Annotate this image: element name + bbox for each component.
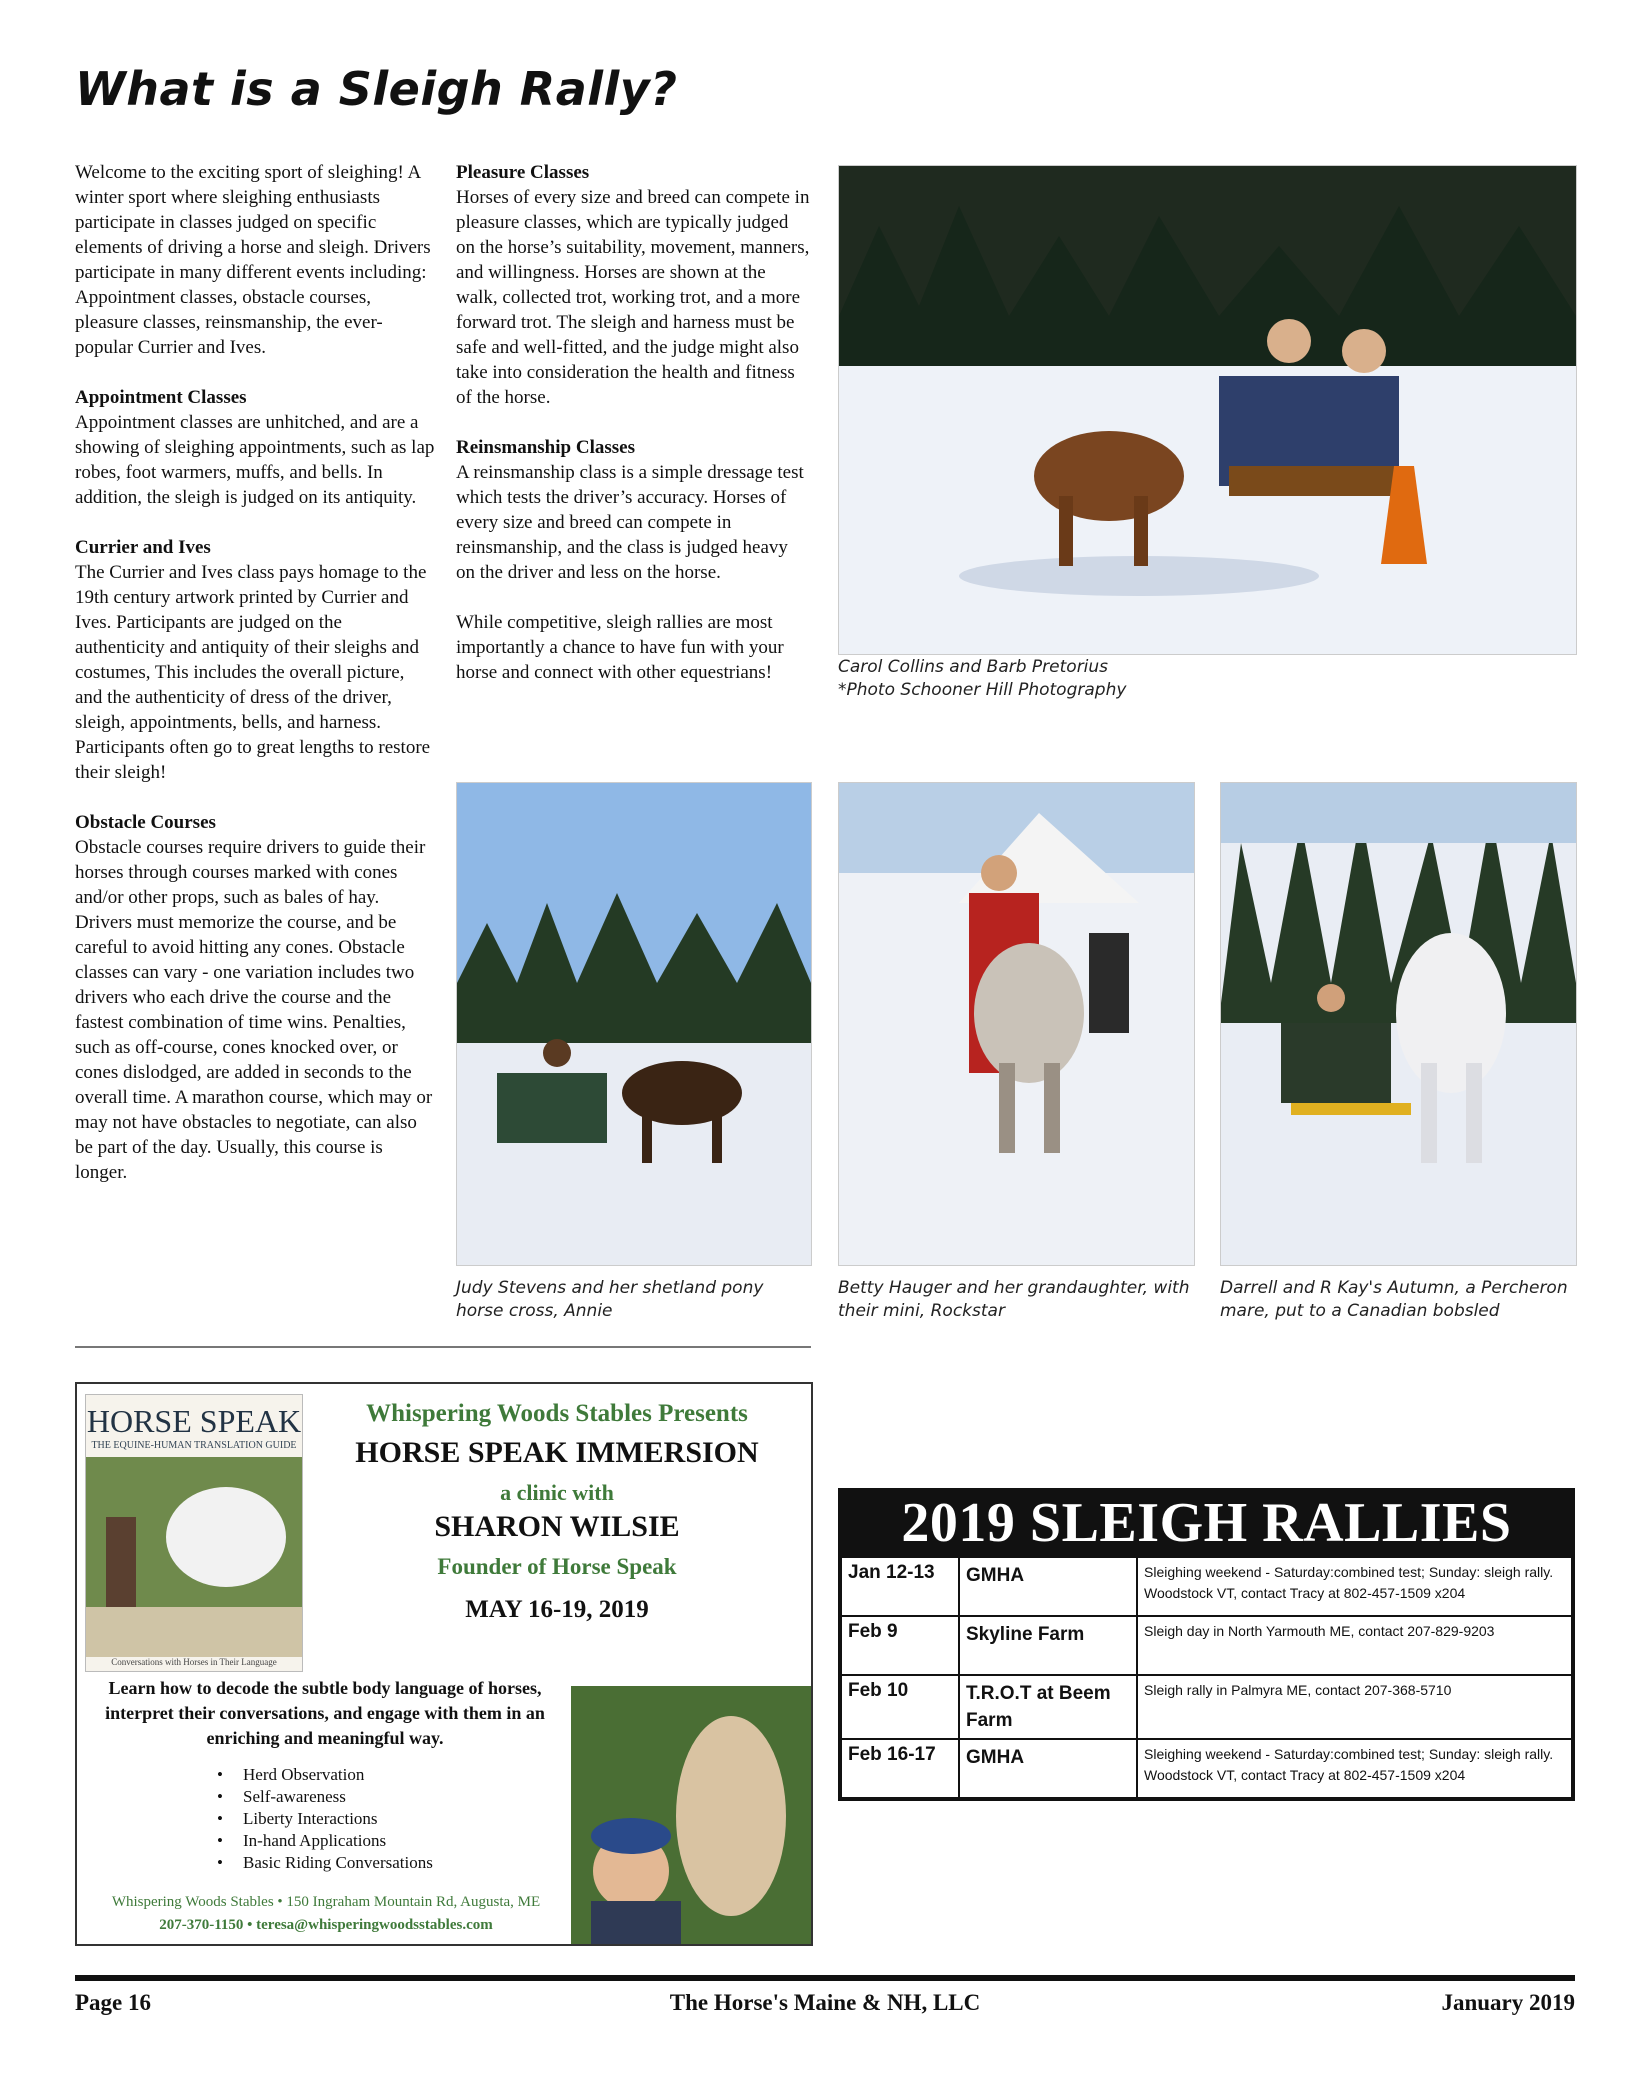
book-subtitle: THE EQUINE-HUMAN TRANSLATION GUIDE	[91, 1440, 297, 1451]
ad-founder: Founder of Horse Speak	[437, 1554, 677, 1579]
obstacle-heading: Obstacle Courses	[75, 812, 216, 833]
photo-betty-hauger	[838, 782, 1195, 1266]
ad-presents: Whispering Woods Stables Presents	[366, 1400, 748, 1427]
article-column-1	[75, 160, 435, 1210]
rally-notes: Sleighing weekend - Saturday:combined test; Sunday: sleigh rally. Woodstock VT, contact Tracy at 802-457-1509 x204	[1137, 1557, 1572, 1616]
reins-section	[456, 435, 811, 585]
rally-venue: GMHA	[959, 1739, 1137, 1798]
rally-date: Feb 10	[841, 1675, 959, 1739]
book-title: HORSE SPEAK	[86, 1403, 302, 1439]
photo-darrell-autumn	[1220, 782, 1577, 1266]
rally-date: Feb 16-17	[841, 1739, 959, 1798]
currier-heading: Currier and Ives	[75, 537, 211, 558]
main-photo	[838, 165, 1577, 655]
ad-dates: MAY 16-19, 2019	[465, 1596, 649, 1623]
issue-date: January 2019	[1441, 1990, 1575, 2015]
main-photo-caption-2: *Photo Schooner Hill Photography	[838, 680, 1127, 700]
currier-section	[75, 535, 435, 785]
sleigh-rallies-table	[838, 1488, 1575, 1801]
rally-date: Feb 9	[841, 1616, 959, 1675]
table-row	[841, 1675, 1572, 1739]
reins-heading: Reinsmanship Classes	[456, 437, 635, 458]
ad-bullet: • Basic Riding Conversations	[217, 1852, 547, 1874]
rally-venue: GMHA	[959, 1557, 1137, 1616]
ad-event: HORSE SPEAK IMMERSION	[355, 1436, 759, 1469]
rally-venue: T.R.O.T at Beem Farm	[959, 1675, 1137, 1739]
publication-name: The Horse's Maine & NH, LLC	[669, 1990, 981, 2015]
ad-address: Whispering Woods Stables • 150 Ingraham Mountain Rd, Augusta, ME	[111, 1894, 541, 1910]
closing-paragraph: While competitive, sleigh rallies are most importantly a chance to have fun with your horse and connect with other equestrians!	[456, 612, 784, 683]
ad-bullet: • Herd Observation	[217, 1764, 547, 1786]
article-column-2	[456, 160, 811, 710]
photo-judy-stevens	[456, 782, 812, 1266]
photo3-caption: Betty Hauger and her grandaughter, with their mini, Rockstar	[838, 1278, 1190, 1321]
photo4-caption: Darrell and R Kay's Autumn, a Percheron mare, put to a Canadian bobsled	[1220, 1278, 1568, 1321]
ad-bullet: • Liberty Interactions	[217, 1808, 547, 1830]
reins-text: A reinsmanship class is a simple dressage test which tests the driver’s accuracy. Horses of every size and breed can compete in reinsmanship, and the class is judged heavy on the driver and less on the horse.	[456, 462, 804, 583]
appointment-text: Appointment classes are unhitched, and are a showing of sleighing appointments, such as lap robes, foot warmers, muffs, and bells. In addition, the sleigh is judged on its antiquity.	[75, 412, 435, 508]
table-row	[841, 1739, 1572, 1798]
currier-text: The Currier and Ives class pays homage to the 19th century artwork printed by Currier and Ives. Participants are judged on the authenticity and antiquity of their sleighs and costumes, This includes the overall picture, and the authenticity of dress of the driver, sleigh, appointments, bells, and harness. Participants often go to great lengths to restore their sleigh!	[75, 562, 431, 783]
ad-clinic: a clinic with	[500, 1480, 614, 1505]
obstacle-section	[75, 810, 435, 1185]
ad-bullet: • In-hand Applications	[217, 1830, 547, 1852]
rallies-schedule	[840, 1556, 1573, 1799]
ad-contact: 207-370-1150 • teresa@whisperingwoodsstables.com	[159, 1917, 493, 1933]
rally-venue: Skyline Farm	[959, 1616, 1137, 1675]
rally-notes: Sleighing weekend - Saturday:combined test; Sunday: sleigh rally. Woodstock VT, contact Tracy at 802-457-1509 x204	[1137, 1739, 1572, 1798]
pleasure-heading: Pleasure Classes	[456, 162, 590, 183]
book-cover	[85, 1394, 303, 1672]
rally-date: Jan 12-13	[841, 1557, 959, 1616]
ad-bullet-list	[217, 1764, 547, 1874]
page-number: Page 16	[75, 1990, 152, 2015]
appointment-section	[75, 385, 435, 510]
main-photo-caption-1: Carol Collins and Barb Pretorius	[838, 657, 1109, 677]
pleasure-section	[456, 160, 811, 410]
rally-notes: Sleigh day in North Yarmouth ME, contact 207-829-9203	[1137, 1616, 1572, 1675]
horse-speak-ad	[75, 1382, 813, 1946]
intro-paragraph: Welcome to the exciting sport of sleighing! A winter sport where sleighing enthusiasts participate in classes judged on specific elements of driving a horse and sleigh. Drivers participate in many different events including: Appointment classes, obstacle courses, pleasure classes, reinsmanship, the ever-popular Currier and Ives.	[75, 162, 431, 358]
pleasure-text: Horses of every size and breed can compete in pleasure classes, which are typically judged on the horse’s suitability, movement, manners, and willingness. Horses are shown at the walk, collected trot, working trot, and a more forward trot. The sleigh and harness must be safe and well-fitted, and the judge might also take into consideration the health and fitness of the horse.	[456, 187, 810, 408]
ad-bullet: • Self-awareness	[217, 1786, 547, 1808]
book-footer: Conversations with Horses in Their Language	[111, 1657, 277, 1667]
article-title: What is a Sleigh Rally?	[75, 62, 678, 116]
book-cover-image	[86, 1457, 302, 1657]
obstacle-text: Obstacle courses require drivers to guide their horses through courses marked with cones and/or other props, such as bales of hay. Drivers must memorize the course, and be careful to avoid hitting any cones. Obstacle classes can vary - one variation includes two drivers who each drive the course and the fastest combination of time wins. Penalties, such as off-course, cones knocked over, or cones dislodged, are added in seconds to the overall time. A marathon course, which may or may not have obstacles to negotiate, can also be part of the day. Usually, this course is longer.	[75, 837, 433, 1183]
rally-notes: Sleigh rally in Palmyra ME, contact 207-368-5710	[1137, 1675, 1572, 1739]
table-row	[841, 1557, 1572, 1616]
photo2-caption: Judy Stevens and her shetland pony horse cross, Annie	[456, 1278, 764, 1321]
appointment-heading: Appointment Classes	[75, 387, 247, 408]
presenter-photo	[571, 1686, 811, 1944]
section-divider	[75, 1346, 811, 1348]
ad-description: Learn how to decode the subtle body language of horses, interpret their conversations, and engage with them in an enriching and meaningful way.	[105, 1678, 545, 1748]
table-row	[841, 1616, 1572, 1675]
footer-rule	[75, 1975, 1575, 1981]
ad-presenter: SHARON WILSIE	[434, 1510, 680, 1543]
rallies-title: 2019 SLEIGH RALLIES	[840, 1490, 1573, 1556]
